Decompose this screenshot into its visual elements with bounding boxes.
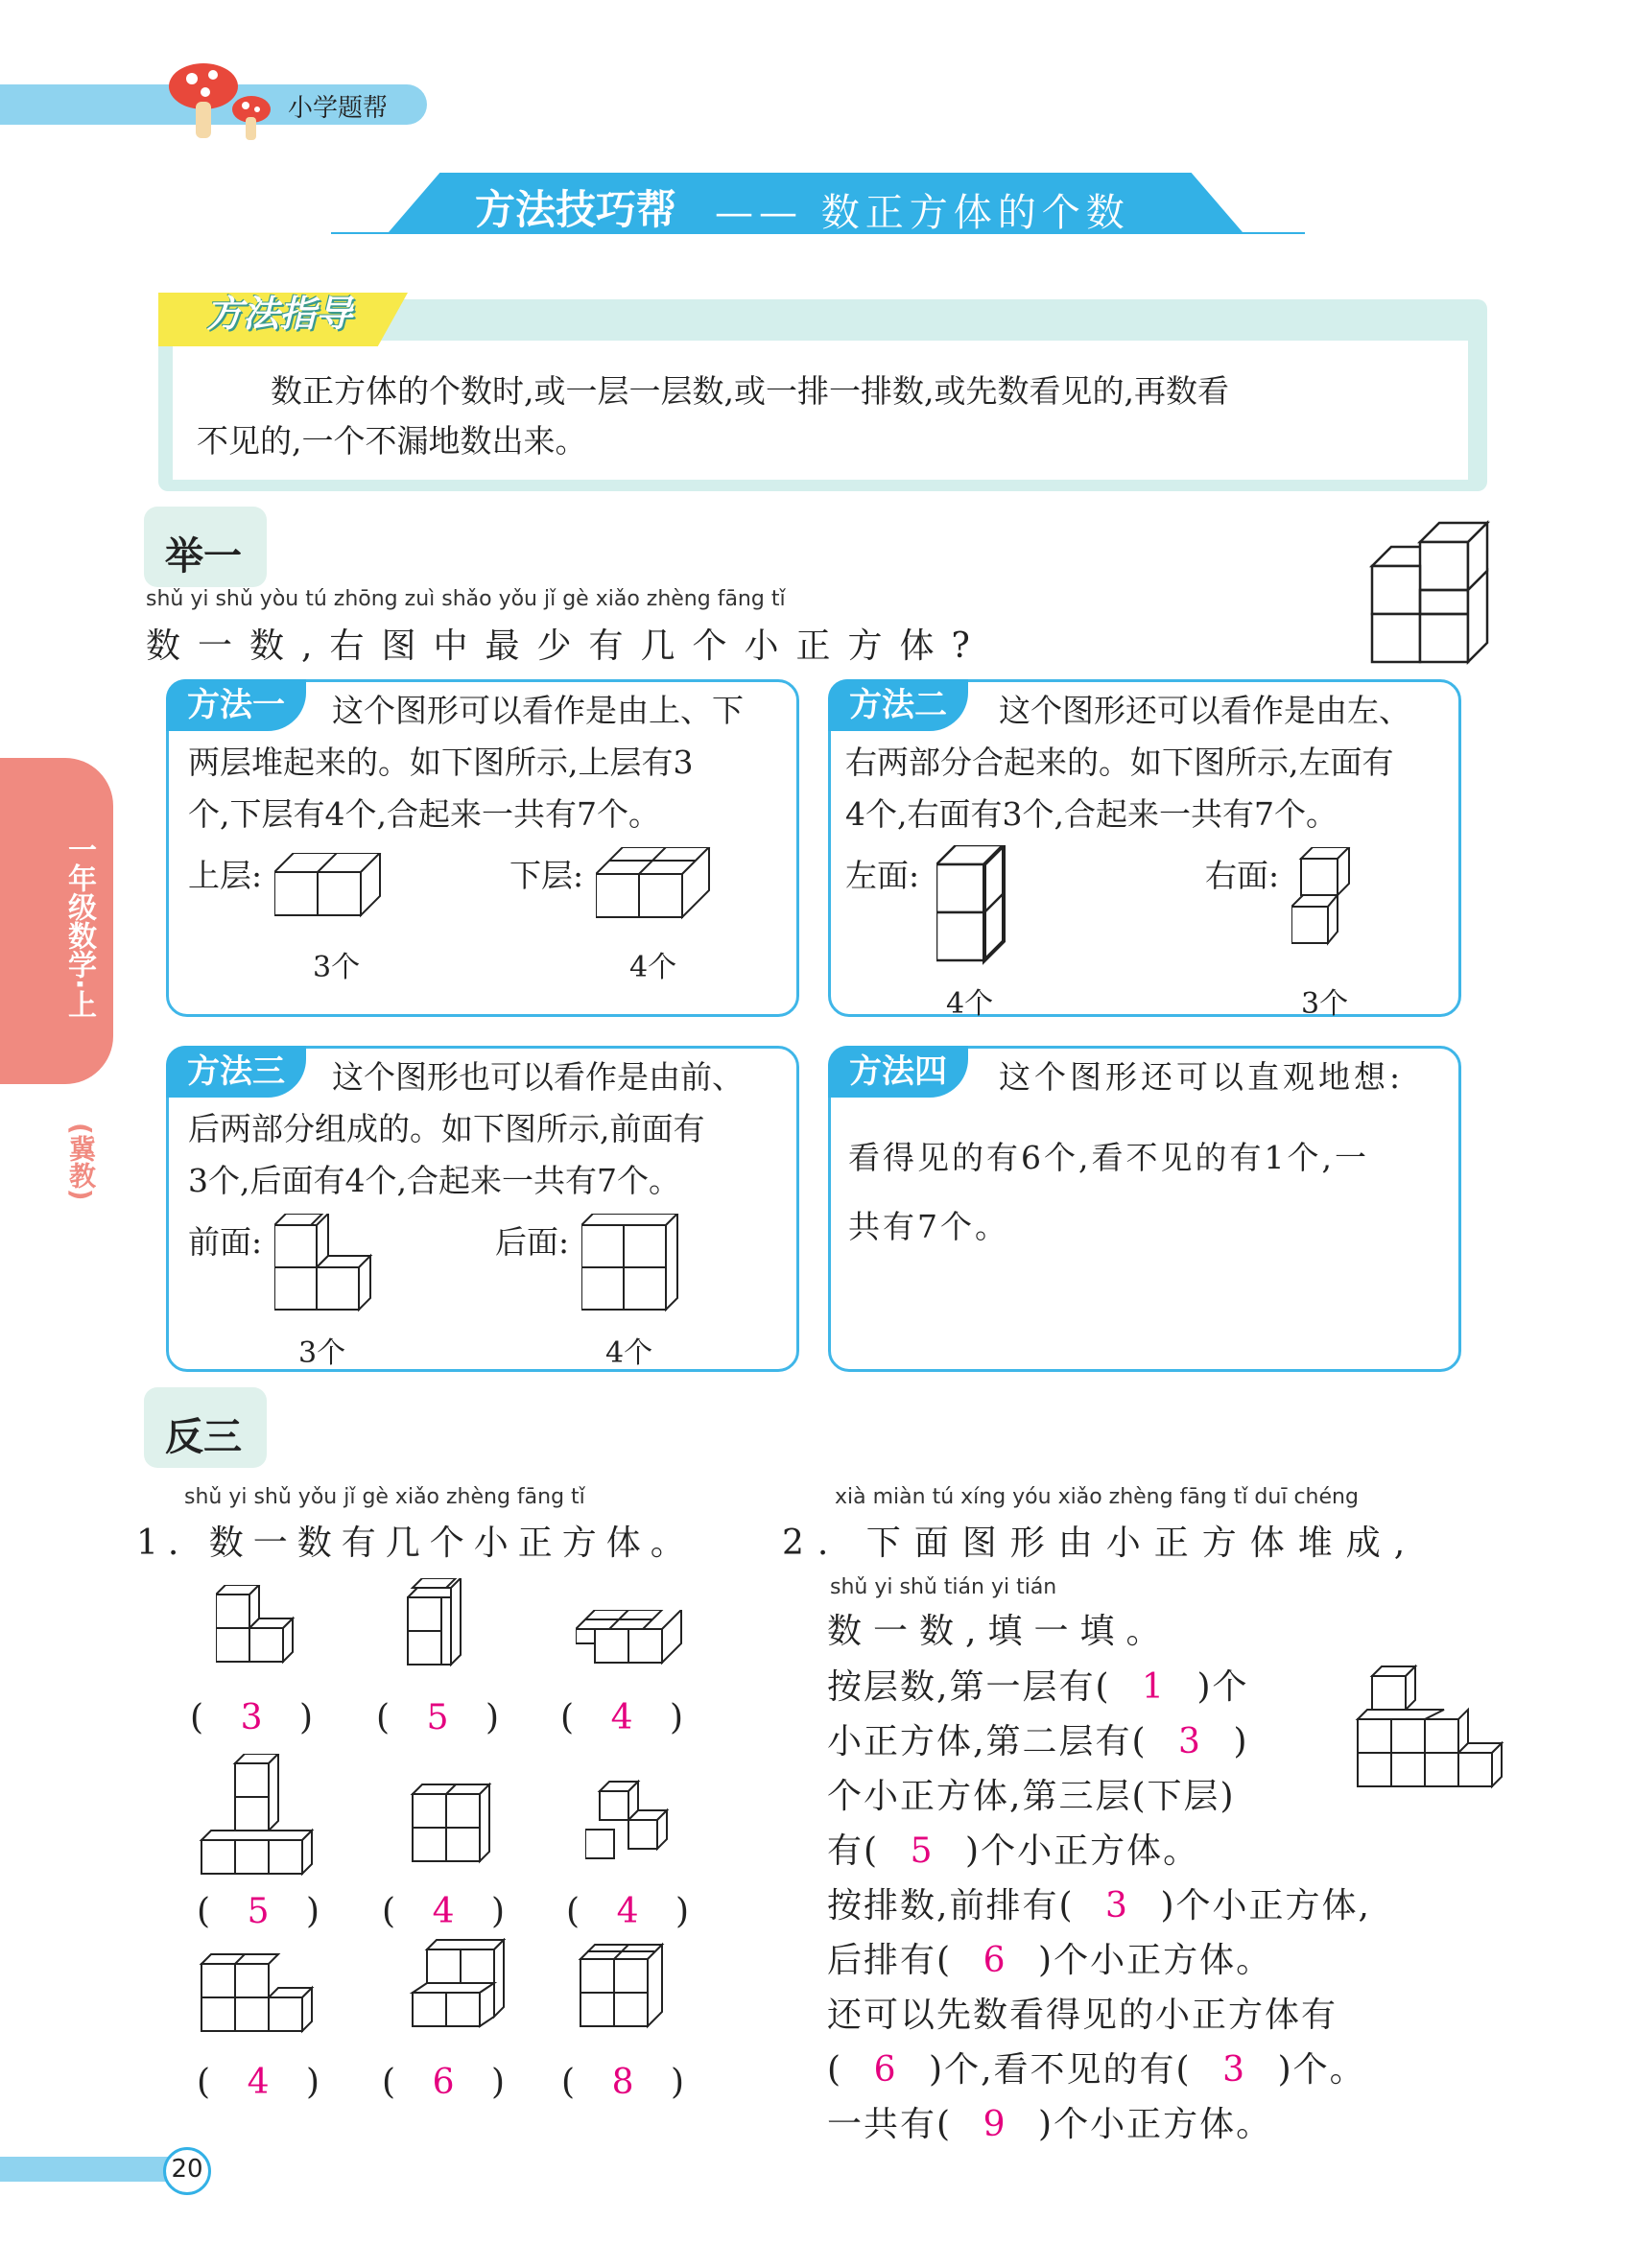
q1-paren-3: ( 4 ): [560, 1698, 684, 1737]
method-3-right-cap: 4个: [605, 1336, 653, 1370]
q2-line-8-a: (: [827, 2050, 843, 2090]
brand-label: 小学题帮: [288, 94, 389, 123]
q2-line-7: [827, 1988, 1338, 2037]
q1-paren-5: ( 4 ): [382, 1892, 506, 1931]
method-2-line1: 这个图形还可以看作是由左、: [999, 692, 1410, 729]
q1-answer-3[interactable]: 4: [610, 1698, 633, 1737]
practice-label: 反三: [165, 1415, 242, 1459]
method-2-left-cap: 4个: [946, 987, 994, 1021]
section-subtitle: —— 数正方体的个数: [715, 191, 1130, 235]
q2-answer-4[interactable]: 3: [1105, 1886, 1129, 1925]
q2-line-7-a: 还可以先数看得见的小正方体有: [827, 1996, 1338, 2035]
method-1-left-cap: 3个: [313, 951, 361, 984]
q2-answer-2[interactable]: 3: [1178, 1722, 1202, 1761]
section-title: 方法技巧帮: [475, 186, 677, 233]
q2-answer-5[interactable]: 6: [983, 1941, 1007, 1980]
method-box-4: [828, 1046, 1461, 1372]
q1-fig-7: [197, 1952, 331, 2058]
method-3-line3: 3个,后面有4个,合起来一共有7个。: [188, 1162, 680, 1199]
cubes-right-part: [1291, 847, 1378, 991]
q1-answer-5[interactable]: 4: [432, 1892, 455, 1931]
q1-answer-9[interactable]: 8: [611, 2063, 634, 2102]
q2-pinyin-2: shǔ yi shǔ tián yi tián: [830, 1575, 1057, 1599]
method-4-line2: 看得见的有6个,看不见的有1个,一: [848, 1139, 1369, 1176]
q2-line-1-a: 按层数,第一层有(: [827, 1667, 1111, 1707]
q1-fig-5: [408, 1783, 504, 1878]
cube-figure-main: [1367, 523, 1502, 648]
q2-line-8-b: )个,看不见的有(: [929, 2050, 1192, 2090]
example-label: 举一: [165, 534, 242, 579]
guide-label: 方法指导: [206, 293, 353, 335]
q2-line-4-a: 有(: [827, 1831, 880, 1871]
q1-paren-7: ( 4 ): [197, 2063, 320, 2102]
method-1-right-label: 下层:: [509, 857, 584, 894]
q2-line-4: [827, 1824, 1199, 1873]
example-figure: [1367, 523, 1502, 651]
q2-answer-1[interactable]: 1: [1142, 1667, 1166, 1707]
method-box-2: [828, 679, 1461, 1021]
q1-fig-8: [408, 1938, 523, 2063]
method-1-line3: 个,下层有4个,合起来一共有7个。: [188, 795, 660, 833]
method-2-line3: 4个,右面有3个,合起来一共有7个。: [845, 795, 1338, 833]
q1-answer-6[interactable]: 4: [616, 1892, 639, 1931]
example-pinyin: shǔ yi shǔ yòu tú zhōng zuì shǎo yǒu jǐ gè xiǎo zhèng fāng tǐ: [146, 587, 786, 611]
q2-line-8-c: )个。: [1277, 2050, 1366, 2090]
q2-answer-8[interactable]: 9: [983, 2105, 1007, 2144]
q1-paren-2: ( 5 ): [376, 1698, 500, 1737]
q1-paren-8: ( 6 ): [382, 2063, 506, 2102]
method-1-line1: 这个图形可以看作是由上、下: [332, 692, 744, 729]
cubes-top-layer: [274, 853, 399, 939]
mushroom-logo: [163, 59, 278, 150]
method-tag-1: 方法一: [166, 679, 306, 731]
q2-pinyin-1: xià miàn tú xíng yóu xiǎo zhèng fāng tǐ duī chéng: [835, 1485, 1359, 1509]
q2-line-6-b: )个小正方体。: [1038, 1941, 1273, 1980]
q2-line-3-a: 个小正方体,第三层(下层): [827, 1777, 1236, 1816]
q2-text-2: 数一数,填一填。: [827, 1612, 1172, 1651]
method-2-left-label: 左面:: [845, 857, 920, 894]
q1-paren-9: ( 8 ): [561, 2063, 685, 2102]
q1-answer-7[interactable]: 4: [247, 2063, 270, 2102]
q1-fig-1: [216, 1585, 312, 1681]
method-tag-4: 方法四: [828, 1046, 968, 1098]
q1-fig-4: [197, 1754, 331, 1888]
q2-line-5: [827, 1878, 1371, 1927]
q2-line-9-b: )个小正方体。: [1038, 2105, 1273, 2144]
example-question: 数一数,右图中最少有几个小正方体?: [146, 626, 987, 666]
method-1-line2: 两层堆起来的。如下图所示,上层有3: [188, 744, 694, 781]
q2-line-5-a: 按排数,前排有(: [827, 1886, 1075, 1925]
cubes-left-part: [936, 845, 1023, 989]
q1-pinyin: shǔ yi shǔ yǒu jǐ gè xiǎo zhèng fāng tǐ: [184, 1485, 585, 1509]
method-3-line1: 这个图形也可以看作是由前、: [332, 1058, 744, 1096]
q2-line-3: [827, 1769, 1236, 1818]
method-1-left-label: 上层:: [188, 857, 263, 894]
q2-line-8: [827, 2043, 1366, 2091]
q2-line-4-b: )个小正方体。: [965, 1831, 1200, 1871]
method-3-line2: 后两部分组成的。如下图所示,前面有: [188, 1110, 705, 1147]
q1-paren-4: ( 5 ): [197, 1892, 320, 1931]
q2-line-5-b: )个小正方体,: [1160, 1886, 1371, 1925]
guide-text-1: 数正方体的个数时,或一层一层数,或一排一排数,或先数看见的,再数看: [271, 372, 1229, 410]
q1-text: 1. 数一数有几个小正方体。: [136, 1524, 695, 1563]
q1-answer-1[interactable]: 3: [240, 1698, 263, 1737]
method-box-3: [166, 1046, 799, 1372]
method-tag-3: 方法三: [166, 1046, 306, 1098]
q1-fig-2: [403, 1578, 499, 1684]
method-3-right-label: 后面:: [495, 1223, 570, 1261]
q2-answer-3[interactable]: 5: [910, 1831, 935, 1871]
q1-fig-3: [576, 1610, 691, 1687]
cubes-back-part: [581, 1214, 697, 1329]
method-3-left-cap: 3个: [298, 1336, 346, 1370]
q2-line-2-b: ): [1233, 1722, 1249, 1761]
q2-line-6: [827, 1933, 1272, 1982]
method-3-left-label: 前面:: [188, 1223, 263, 1261]
side-tab-edition: (冀教): [65, 1122, 97, 1201]
q2-line-2: [827, 1714, 1249, 1763]
method-2-line2: 右两部分合起来的。如下图所示,左面有: [845, 744, 1394, 781]
method-4-line1: 这个图形还可以直观地想:: [999, 1058, 1405, 1096]
q1-paren-6: ( 4 ): [566, 1892, 690, 1931]
q2-line-2-a: 小正方体,第二层有(: [827, 1722, 1148, 1761]
guide-text-2: 不见的,一个不漏地数出来。: [197, 422, 587, 460]
method-tag-2: 方法二: [828, 679, 968, 731]
q1-answer-2[interactable]: 5: [426, 1698, 449, 1737]
q2-line-6-a: 后排有(: [827, 1941, 953, 1980]
q1-paren-1: ( 3 ): [190, 1698, 314, 1737]
q1-answer-4[interactable]: 5: [247, 1892, 270, 1931]
method-1-right-cap: 4个: [629, 951, 677, 984]
q1-fig-9: [576, 1940, 691, 2055]
q2-text-1: 2. 下面图形由小正方体堆成,: [782, 1524, 1419, 1563]
q2-figure: [1353, 1665, 1506, 1808]
page-number: 20: [171, 2155, 203, 2184]
q2-answer-7[interactable]: 3: [1222, 2050, 1247, 2090]
method-2-right-label: 右面:: [1205, 857, 1280, 894]
method-4-line3: 共有7个。: [848, 1208, 1009, 1245]
q2-line-9: [827, 2097, 1272, 2146]
cubes-front-part: [274, 1214, 390, 1329]
q2-line-1: [827, 1660, 1249, 1709]
cubes-bottom-layer: [596, 847, 721, 943]
method-box-1: [166, 679, 799, 1017]
method-2-right-cap: 3个: [1301, 987, 1349, 1021]
q2-line-1-b: )个: [1196, 1667, 1249, 1707]
q1-fig-6: [585, 1780, 691, 1876]
side-tab-grade: 一年级数学·上: [62, 835, 96, 1019]
q1-answer-8[interactable]: 6: [432, 2063, 455, 2102]
q2-answer-6[interactable]: 6: [873, 2050, 898, 2090]
q2-line-9-a: 一共有(: [827, 2105, 953, 2144]
